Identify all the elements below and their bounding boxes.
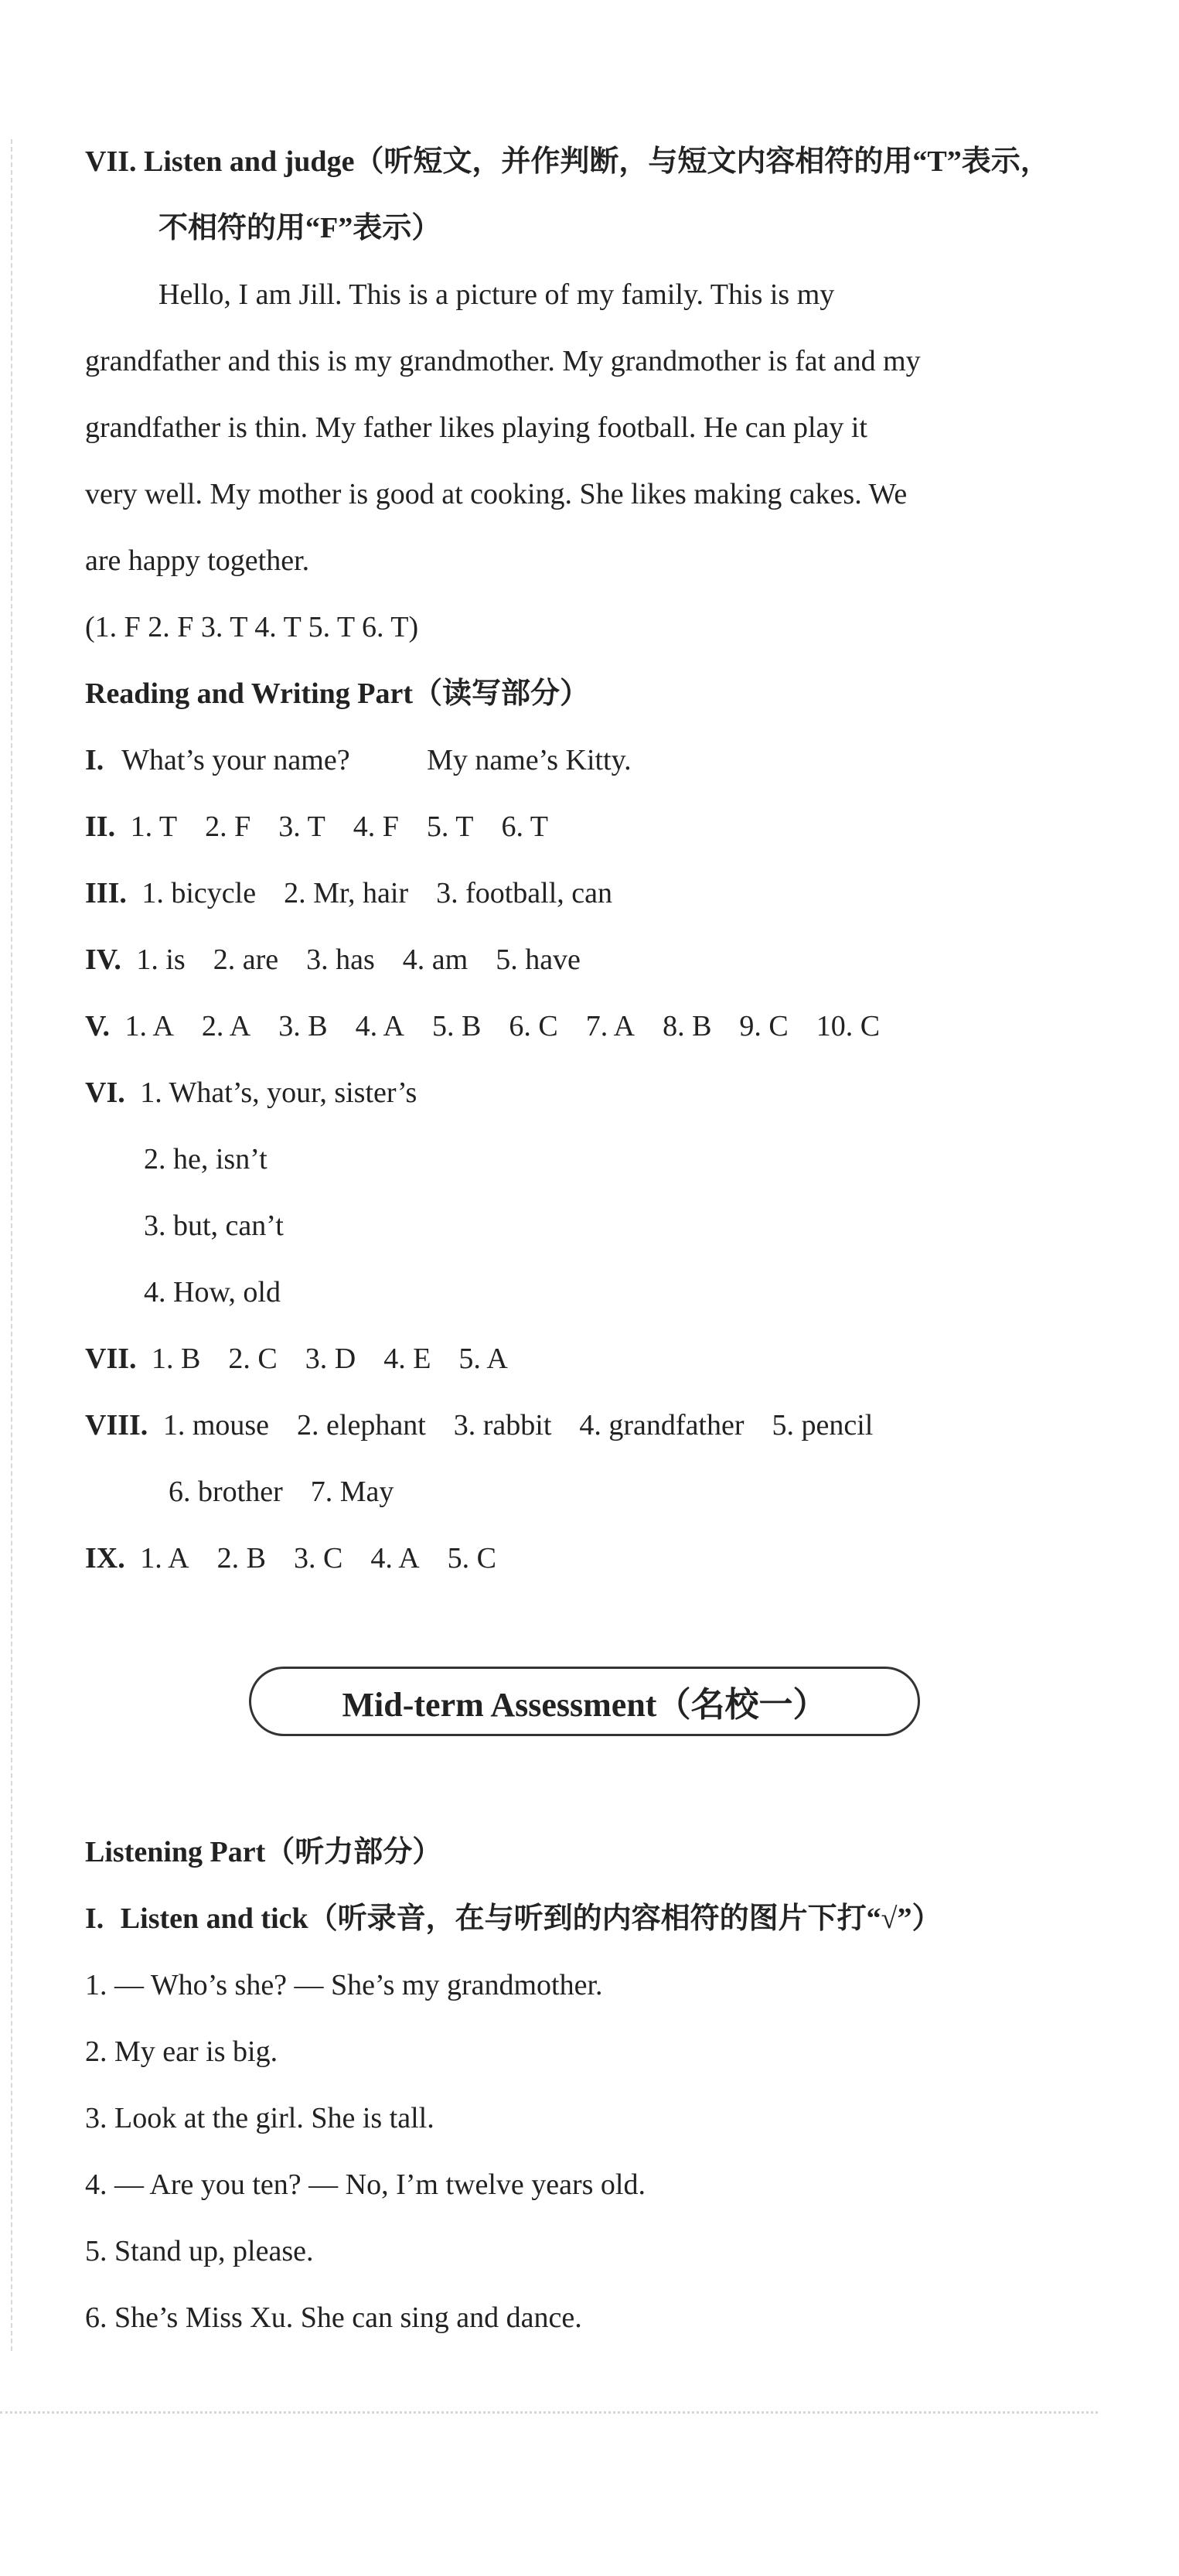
vii-listen-title-line1	[85, 142, 1050, 181]
rw-q3	[85, 874, 612, 913]
mt-line-4: 4. — Are you ten? — No, I’m twelve years old.	[85, 2168, 646, 2201]
rw-q9-item: 5. C	[447, 1542, 497, 1575]
mt-line-2: 2. My ear is big.	[85, 2035, 278, 2068]
rw-q4-item: 3. has	[306, 943, 375, 976]
rw-q6-row1	[85, 1073, 417, 1112]
rw-q7-item: 3. D	[305, 1343, 356, 1375]
rw-q5-item: 9. C	[739, 1010, 789, 1042]
rw-q5-item: 4. A	[355, 1010, 404, 1042]
rw-q8-item: 1. mouse	[162, 1409, 270, 1442]
mt-q1-label: I.	[85, 1902, 104, 1935]
rw-q2	[85, 807, 548, 846]
rw-q3-item: 1. bicycle	[141, 877, 257, 909]
rw-q4-item: 4. am	[402, 943, 469, 976]
rw-q9	[85, 1539, 496, 1578]
rw-q5-item: 8. B	[663, 1010, 712, 1042]
mt-line-3: 3. Look at the girl. She is tall.	[85, 2102, 434, 2134]
rw-q8-label: VIII.	[85, 1409, 148, 1442]
rw-q8-item: 7. May	[310, 1476, 394, 1508]
rw-q9-label: IX.	[85, 1542, 125, 1575]
rw-q7	[85, 1339, 508, 1378]
rw-q4-item: 5. have	[496, 943, 581, 976]
rw-q5-item: 5. B	[431, 1010, 482, 1042]
rw-q4-item: 1. is	[136, 943, 186, 976]
rw-q9-item: 3. C	[293, 1542, 343, 1575]
rw-q5-item: 2. A	[201, 1010, 251, 1042]
rw-q8-row2	[169, 1472, 394, 1511]
rw-q2-item: 1. T	[130, 810, 178, 843]
rw-q6-label: VI.	[85, 1076, 125, 1109]
rw-q1-label: I.	[85, 744, 104, 776]
rw-q5-item: 1. A	[124, 1010, 174, 1042]
rw-q5-label: V.	[85, 1010, 111, 1042]
left-margin-rule	[11, 139, 12, 2351]
vii-listen-title-line2: 不相符的用“F”表示）	[158, 212, 441, 244]
rw-q7-label: VII.	[85, 1343, 137, 1375]
rw-q2-item: 3. T	[278, 810, 325, 843]
vii-answers: (1. F 2. F 3. T 4. T 5. T 6. T)	[85, 611, 419, 643]
rw-q9-item: 2. B	[216, 1542, 266, 1575]
rw-q6-row2: 2. he, isn’t	[144, 1143, 267, 1175]
rw-q8-item: 2. elephant	[297, 1409, 426, 1442]
rw-q5-item: 3. B	[278, 1010, 328, 1042]
mt-q1-title	[85, 1899, 941, 1938]
rw-q3-label: III.	[85, 877, 127, 909]
rw-q5-item: 7. A	[585, 1010, 636, 1042]
rw-q5-item: 10. C	[816, 1010, 881, 1042]
listening-heading: Listening Part（听力部分）	[85, 1836, 442, 1868]
mt-line-1: 1. — Who’s she? — She’s my grandmother.	[85, 1969, 603, 2001]
rw-q8-item: 4. grandfather	[579, 1409, 745, 1442]
rw-q8-row1	[85, 1406, 873, 1445]
rw-q7-item: 1. B	[152, 1343, 201, 1375]
rw-q6-row3: 3. but, can’t	[144, 1210, 284, 1242]
rw-q6-item: 1. What’s, your, sister’s	[140, 1076, 417, 1109]
vii-label: VII.	[85, 145, 137, 178]
rw-q2-item: 2. F	[205, 810, 251, 843]
rw-q1-item-2: My name’s Kitty.	[427, 744, 632, 776]
mt-line-5: 5. Stand up, please.	[85, 2235, 314, 2267]
rw-q7-item: 2. C	[228, 1343, 278, 1375]
rw-q8-item: 5. pencil	[772, 1409, 874, 1442]
rw-q2-item: 6. T	[501, 810, 548, 843]
rw-q9-item: 1. A	[140, 1542, 189, 1575]
passage-line-4: very well. My mother is good at cooking. She likes making cakes. We	[85, 478, 908, 510]
rw-q3-item: 2. Mr, hair	[284, 877, 409, 909]
rw-q5	[85, 1007, 880, 1046]
rw-q8-item: 6. brother	[169, 1476, 283, 1508]
mt-q1-title-text: Listen and tick（听录音，在与听到的内容相符的图片下打“√”）	[120, 1902, 942, 1935]
rw-q2-item: 4. F	[353, 810, 399, 843]
midterm-banner: Mid-term Assessment（名校一）	[249, 1667, 920, 1736]
rw-q1	[85, 741, 632, 780]
rw-q2-label: II.	[85, 810, 116, 843]
rw-q3-item: 3. football, can	[436, 877, 613, 909]
rw-q5-item: 6. C	[509, 1010, 558, 1042]
passage-line-3: grandfather is thin. My father likes playing football. He can play it	[85, 411, 867, 444]
rw-q6-row4: 4. How, old	[144, 1276, 281, 1308]
passage-line-1: Hello, I am Jill. This is a picture of my family. This is my	[158, 278, 835, 311]
passage-line-2: grandfather and this is my grandmother. My grandmother is fat and my	[85, 345, 921, 377]
rw-q4-label: IV.	[85, 943, 121, 976]
mt-line-6: 6. She’s Miss Xu. She can sing and dance.	[85, 2301, 582, 2334]
rw-q1-item-1: What’s your name?	[121, 744, 350, 776]
rw-q9-item: 4. A	[370, 1542, 420, 1575]
rw-q7-item: 5. A	[458, 1343, 508, 1375]
passage-line-5: are happy together.	[85, 544, 310, 577]
rw-q4	[85, 940, 581, 979]
bottom-dotted-rule	[0, 2411, 1098, 2414]
rw-q2-item: 5. T	[426, 810, 474, 843]
vii-title: Listen and judge（听短文，并作判断，与短文内容相符的用“T”表示，	[144, 145, 1050, 178]
rw-q8-item: 3. rabbit	[453, 1409, 552, 1442]
rw-q4-item: 2. are	[213, 943, 279, 976]
reading-writing-heading: Reading and Writing Part（读写部分）	[85, 677, 590, 710]
rw-q7-item: 4. E	[383, 1343, 431, 1375]
